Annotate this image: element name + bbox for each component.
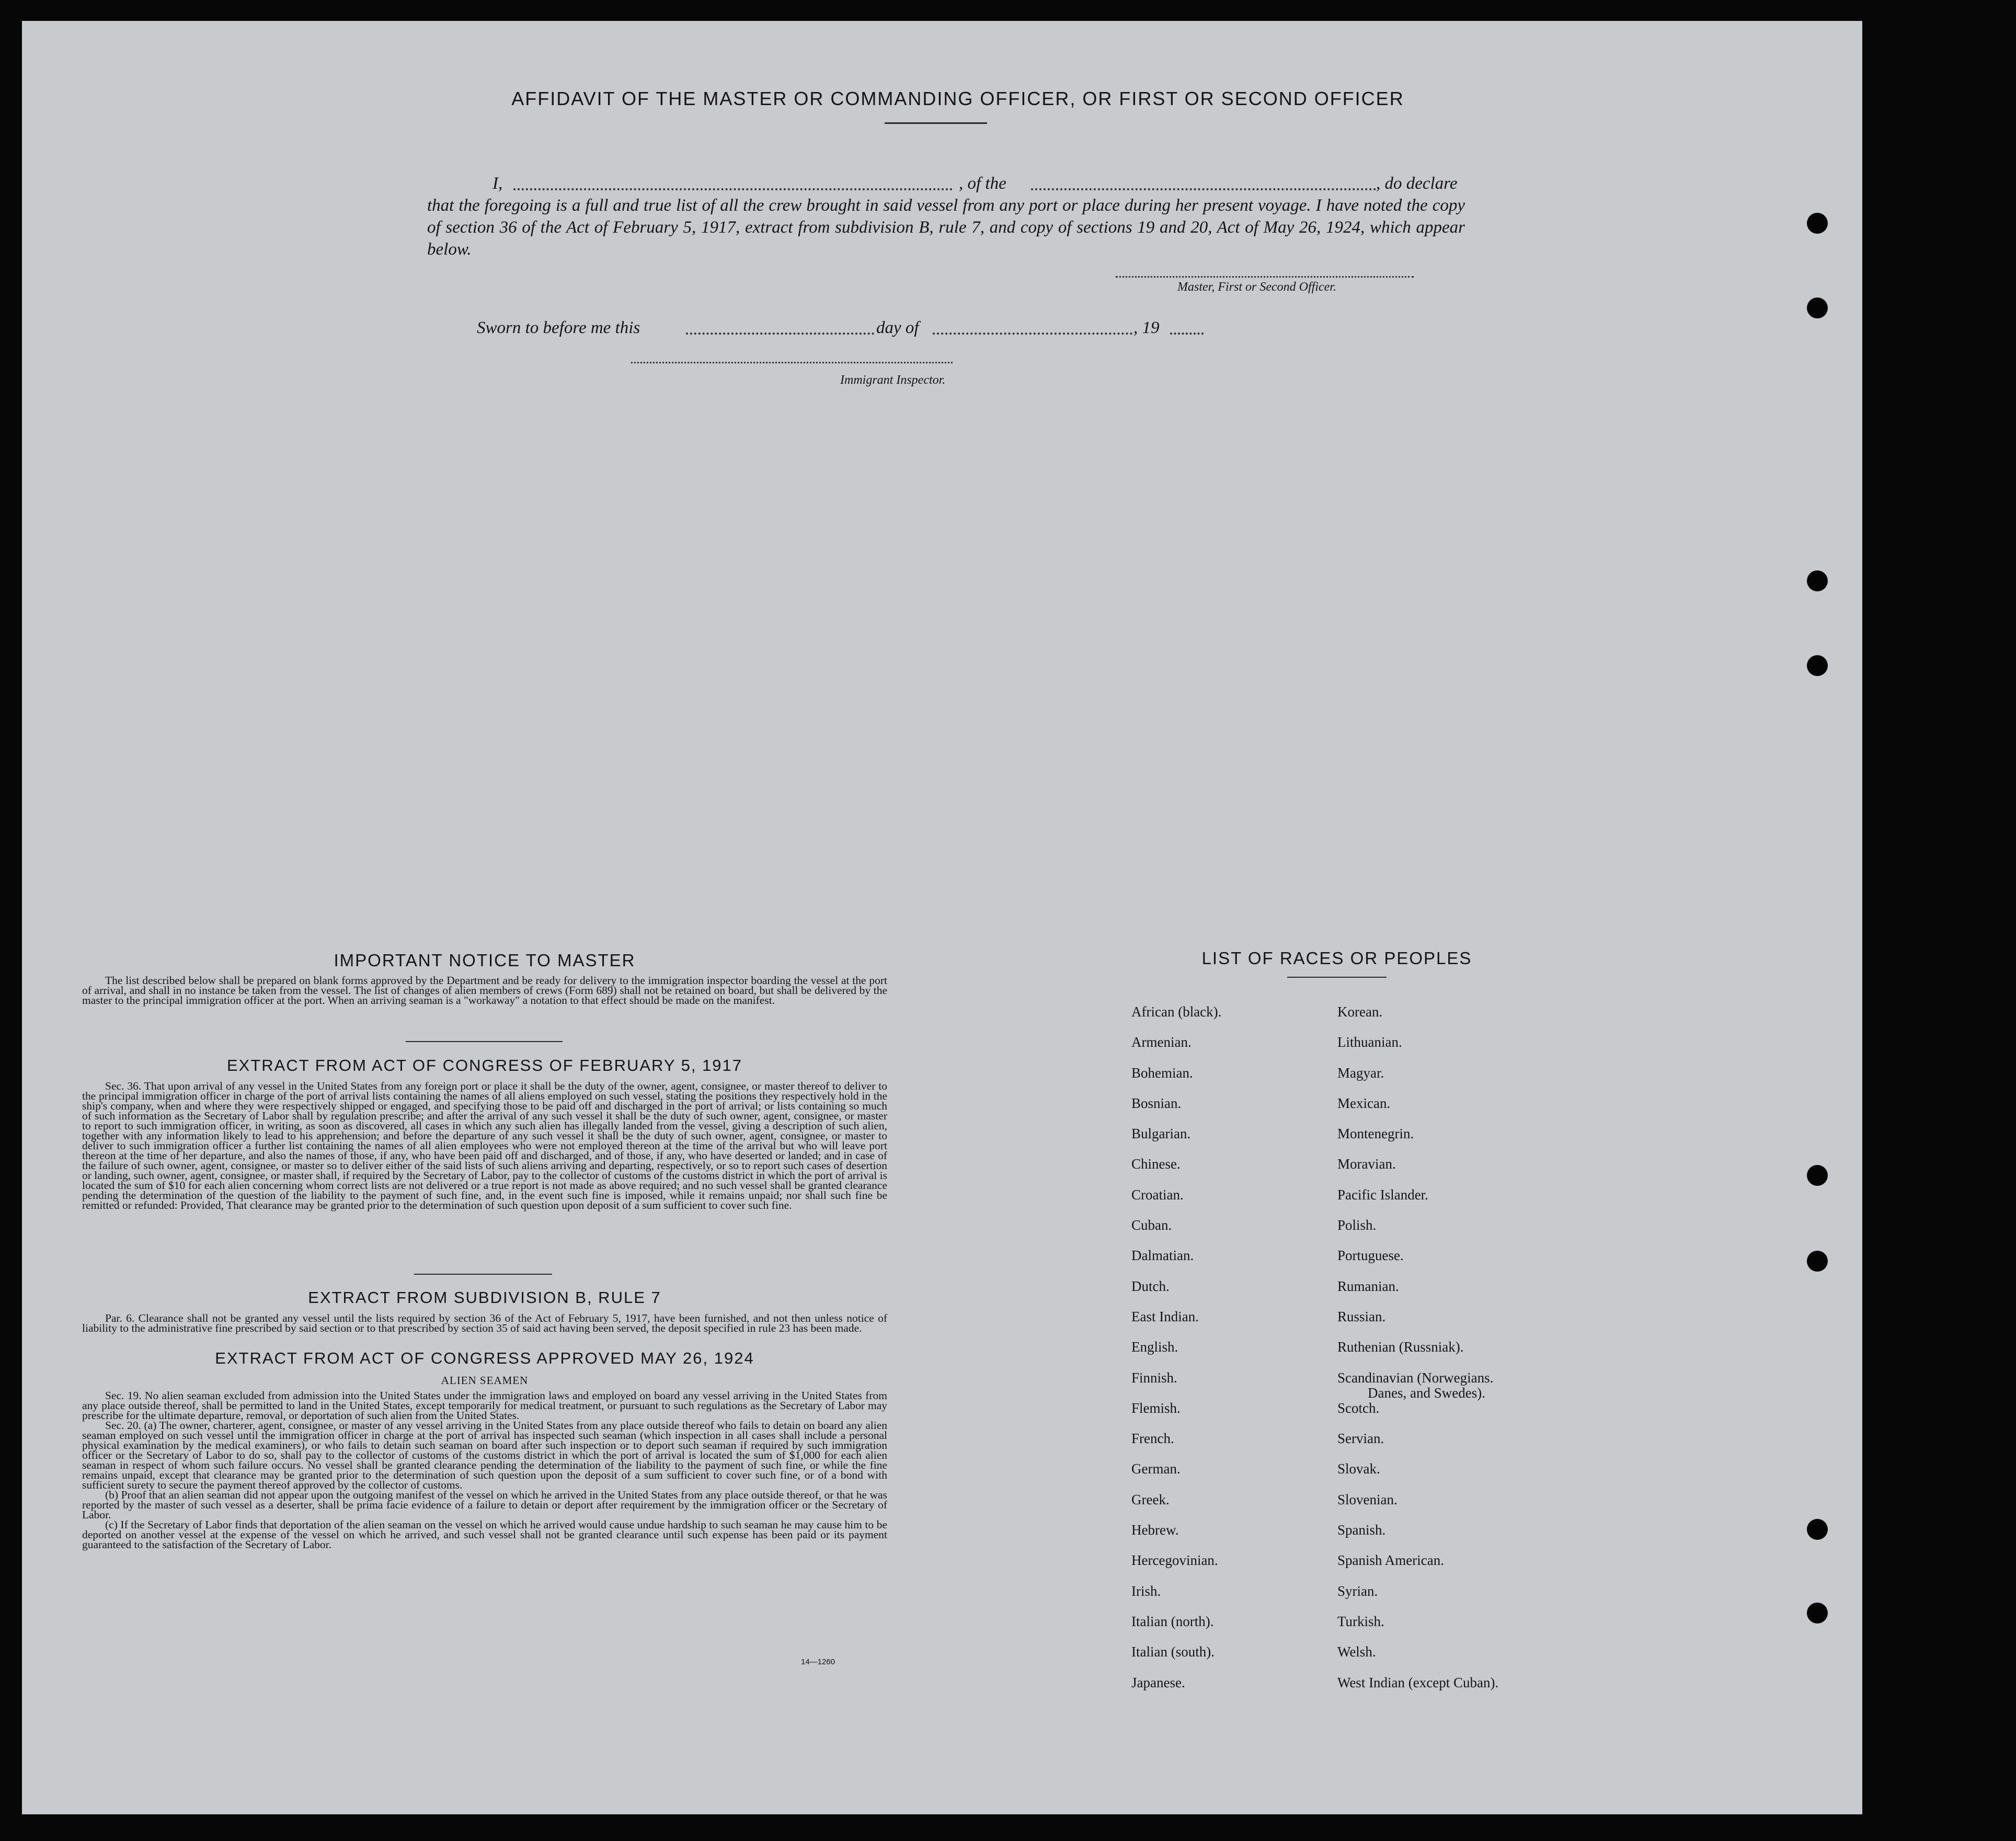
race-item-continuation: Danes, and Swedes).	[1368, 1385, 1485, 1401]
race-item: Bulgarian.	[1131, 1126, 1191, 1142]
race-item: Mexican.	[1337, 1095, 1391, 1111]
race-item: Spanish.	[1337, 1522, 1386, 1538]
sec20b-text: (b) Proof that an alien seaman did not appear upon the outgoing manifest of the vessel on which he arrived in the United States from any place outside thereof, or that he was reported by the master of such vessel as a deserter, shall be prima facie evidence of a failure to detain or deport after requirement by the immigration officer or the Secretary of Labor.	[82, 1489, 887, 1521]
race-item: Cuban.	[1131, 1217, 1172, 1233]
race-item: Welsh.	[1337, 1644, 1376, 1660]
race-item: Polish.	[1337, 1217, 1377, 1233]
sworn-year-field[interactable]	[1170, 333, 1204, 335]
extract-1924-body	[82, 1391, 887, 1550]
race-item: African (black).	[1131, 1004, 1222, 1020]
extract-1917-title: EXTRACT FROM ACT OF CONGRESS OF FEBRUARY 5, 1917	[226, 1056, 743, 1074]
master-signature-field[interactable]	[1116, 276, 1414, 278]
sec20a-text: Sec. 20. (a) The owner, charterer, agent, consignee, or master of any vessel arriving in the United States from any place outside thereof who fails to detain on board any alien seaman employed on such vessel until the immigration officer in charge at the port of arrival has inspected such seaman (which inspection in all cases shall include a personal physical examination by the medical examiners), or who fails to detain such seaman on board after such inspection or to deport such seaman if required by such immigration officer or the Secretary of Labor to do so, shall pay to the collector of customs of the customs district in which the port of arrival is located the sum of $1,000 for each alien seaman in respect of whom such failure occurs. No vessel shall be granted clearance pending the determination of the liability to the payment of such fine, or while the fine remains unpaid, except that clearance may be granted prior to the determination of such question upon the deposit of a sum sufficient to cover such fine, or of a bond with sufficient surety to secure the payment thereof approved by the collector of customs.	[82, 1419, 887, 1491]
races-column-2	[1337, 1004, 1498, 1705]
race-item: Scandinavian (Norwegians.	[1337, 1369, 1494, 1386]
race-item: Slovak.	[1337, 1461, 1380, 1477]
race-item: Russian.	[1337, 1308, 1386, 1324]
form-number: 14—1260	[801, 1657, 835, 1666]
alien-seamen-subtitle: ALIEN SEAMEN	[441, 1374, 529, 1387]
declarant-name-field[interactable]	[513, 188, 953, 190]
race-item: Rumanian.	[1337, 1278, 1399, 1294]
divider	[406, 1041, 563, 1042]
declarant-label: I,	[492, 174, 503, 193]
binder-hole	[1807, 298, 1828, 318]
sworn-day-field[interactable]	[686, 333, 874, 335]
sworn-label: Sworn to before me this	[477, 318, 640, 337]
sworn-month-field[interactable]	[933, 333, 1132, 335]
inspector-signature-label: Immigrant Inspector.	[840, 373, 946, 387]
vessel-name-field[interactable]	[1031, 188, 1376, 190]
binder-hole	[1807, 1603, 1828, 1623]
race-item: Spanish American.	[1337, 1552, 1444, 1569]
of-the-label: , of the	[959, 174, 1006, 193]
race-item: West Indian (except Cuban).	[1337, 1674, 1499, 1690]
year-label: , 19	[1133, 318, 1160, 337]
race-item: Finnish.	[1131, 1369, 1177, 1386]
binder-hole	[1807, 213, 1828, 234]
race-item: Ruthenian (Russniak).	[1337, 1339, 1464, 1355]
race-item: Croatian.	[1131, 1186, 1184, 1203]
races-column-1	[1131, 1004, 1221, 1705]
affidavit-body: that the foregoing is a full and true list of all the crew brought in said vessel from any port or place during her present voyage. I have noted the copy of section 36 of the Act of February 5, 1917, extract from subdivision B, rule 7, and copy of sections 19 and 20, Act of May 26, 1924, which appear below.	[427, 196, 1465, 259]
extract-1917-text: Sec. 36. That upon arrival of any vessel in the United States from any foreign port or place it shall be the duty of the owner, agent, consignee, or master thereof to deliver to the principal immigration officer in charge of the port of arrival lists containing the names of all aliens employed on such vessel, stating the positions they respectively hold in the ship's company, when and where they were respectively shipped or engaged, and specifying those to be paid off and discharged in the port of arrival; or lists containing so much of such information as the Secretary of Labor shall by regulation prescribe; and after the arrival of any such vessel it shall be the duty of such owner, agent, consignee, or master to report to such immigration officer, in writing, as soon as discovered, all cases in which any such alien has illegally landed from the vessel, giving a description of such alien, together with any information likely to lead to his apprehension; and before the departure of any such vessel it shall be the duty of such owner, agent, consignee, or master to deliver to such immigration officer a further list containing the names of all alien employees who were not employed thereon at the time of the arrival but who will leave port thereon at the time of her departure, and also the names of those, if any, who have been paid off and discharged, and of those, if any, who have deserted or landed; and in case of the failure of such owner, agent, consignee, or master so to deliver either of the said lists of such aliens arriving and departing, respectively, or so to report such cases of desertion or landing, such owner, agent, consignee, or master shall, if required by the Secretary of Labor, pay to the collector of customs of the customs district in which the port of arrival is located the sum of $10 for each alien concerning whom correct lists are not delivered or a true report is not made as above required; and no such vessel shall be granted clearance pending the determination of the question of the liability to the payment of such fine, and, in the event such fine is imposed, while it remains unpaid; nor shall such fine be remitted or refunded: Provided, That clearance may be granted prior to the determination of such question upon deposit of a sum sufficient to cover such fine.	[82, 1080, 887, 1211]
binder-hole	[1807, 1519, 1828, 1540]
race-item: Servian.	[1337, 1431, 1384, 1447]
rule7-title: EXTRACT FROM SUBDIVISION B, RULE 7	[308, 1288, 661, 1307]
document-page	[22, 21, 1862, 1814]
day-of-label: day of	[876, 318, 919, 337]
race-item: Hercegovinian.	[1131, 1552, 1218, 1569]
binder-hole	[1807, 570, 1828, 591]
sec19-text: Sec. 19. No alien seaman excluded from admission into the United States under the immigration laws and employed on board any vessel arriving in the United States from any place outside thereof, shall be permitted to land in the United States, except temporarily for medical treatment, or pursuant to such regulations as the Secretary of Labor may prescribe for the ultimate departure, removal, or deportation of such alien from the United States.	[82, 1389, 887, 1422]
race-item: Korean.	[1337, 1004, 1383, 1020]
notice-text: The list described below shall be prepared on blank forms approved by the Department and be ready for delivery to the immigration inspector boarding the vessel at the port of arrival, and shall in no instance be taken from the vessel. The list of changes of alien members of crews (Form 689) shall not be retained on board, but shall be delivered by the master to the principal immigration officer at the port. When an arriving seaman is a "workaway" a notation to that effect should be made on the manifest.	[82, 974, 887, 1007]
race-item: Greek.	[1131, 1491, 1170, 1507]
race-item: Flemish.	[1131, 1400, 1181, 1416]
race-item: French.	[1131, 1431, 1174, 1447]
sec20c-text: (c) If the Secretary of Labor finds that deportation of the alien seaman on the vessel on which he arrived would cause undue hardship to such seaman he may cause him to be deported on another vessel at the expense of the vessel on which he arrived, and such vessel shall not be granted clearance until such expense has been paid or its payment guaranteed to the satisfaction of the Secretary of Labor.	[82, 1518, 887, 1551]
affidavit-line1	[492, 173, 1486, 195]
divider	[1287, 977, 1387, 978]
races-title: LIST OF RACES OR PEOPLES	[1201, 948, 1472, 968]
race-item: Bosnian.	[1131, 1095, 1182, 1111]
race-item: German.	[1131, 1461, 1181, 1477]
affidavit-title: AFFIDAVIT OF THE MASTER OR COMMANDING OFFICER, OR FIRST OR SECOND OFFICER	[511, 88, 1404, 109]
declare-label: , do declare	[1376, 174, 1458, 193]
race-item: Magyar.	[1337, 1065, 1384, 1081]
race-item: Montenegrin.	[1337, 1126, 1414, 1142]
divider	[414, 1274, 552, 1275]
race-item: Slovenian.	[1337, 1491, 1398, 1507]
race-item: Dutch.	[1131, 1278, 1170, 1294]
race-item: Pacific Islander.	[1337, 1186, 1428, 1203]
sworn-line	[477, 317, 1209, 339]
race-item: English.	[1131, 1339, 1178, 1355]
race-item: Dalmatian.	[1131, 1248, 1194, 1264]
rule7-text: Par. 6. Clearance shall not be granted any vessel until the lists required by section 36 of the Act of February 5, 1917, have been furnished, and not then unless notice of liability to the administrative fine prescribed by said section or to that prescribed by section 35 of said act having been served, the deposit specified in rule 23 has been made.	[82, 1312, 887, 1334]
binder-hole	[1807, 655, 1828, 676]
race-item: Italian (south).	[1131, 1644, 1215, 1660]
race-item: Lithuanian.	[1337, 1034, 1402, 1050]
race-item: Bohemian.	[1131, 1065, 1193, 1081]
binder-hole	[1807, 1165, 1828, 1186]
race-item: East Indian.	[1131, 1308, 1199, 1324]
race-item: Syrian.	[1337, 1583, 1378, 1599]
master-signature-label: Master, First or Second Officer.	[1177, 280, 1336, 294]
race-item: Portuguese.	[1337, 1248, 1404, 1264]
extract-1924-title: EXTRACT FROM ACT OF CONGRESS APPROVED MAY 26, 1924	[215, 1349, 754, 1367]
divider	[885, 122, 987, 124]
binder-hole	[1807, 1251, 1828, 1272]
notice-title: IMPORTANT NOTICE TO MASTER	[334, 951, 636, 970]
inspector-signature-field[interactable]	[631, 362, 953, 363]
race-item: Scotch.	[1337, 1400, 1380, 1416]
race-item: Hebrew.	[1131, 1522, 1179, 1538]
race-item: Turkish.	[1337, 1613, 1384, 1629]
race-item: Irish.	[1131, 1583, 1161, 1599]
race-item: Chinese.	[1131, 1156, 1181, 1172]
race-item: Armenian.	[1131, 1034, 1192, 1050]
race-item: Italian (north).	[1131, 1613, 1214, 1629]
race-item: Japanese.	[1131, 1674, 1185, 1690]
race-item: Moravian.	[1337, 1156, 1396, 1172]
